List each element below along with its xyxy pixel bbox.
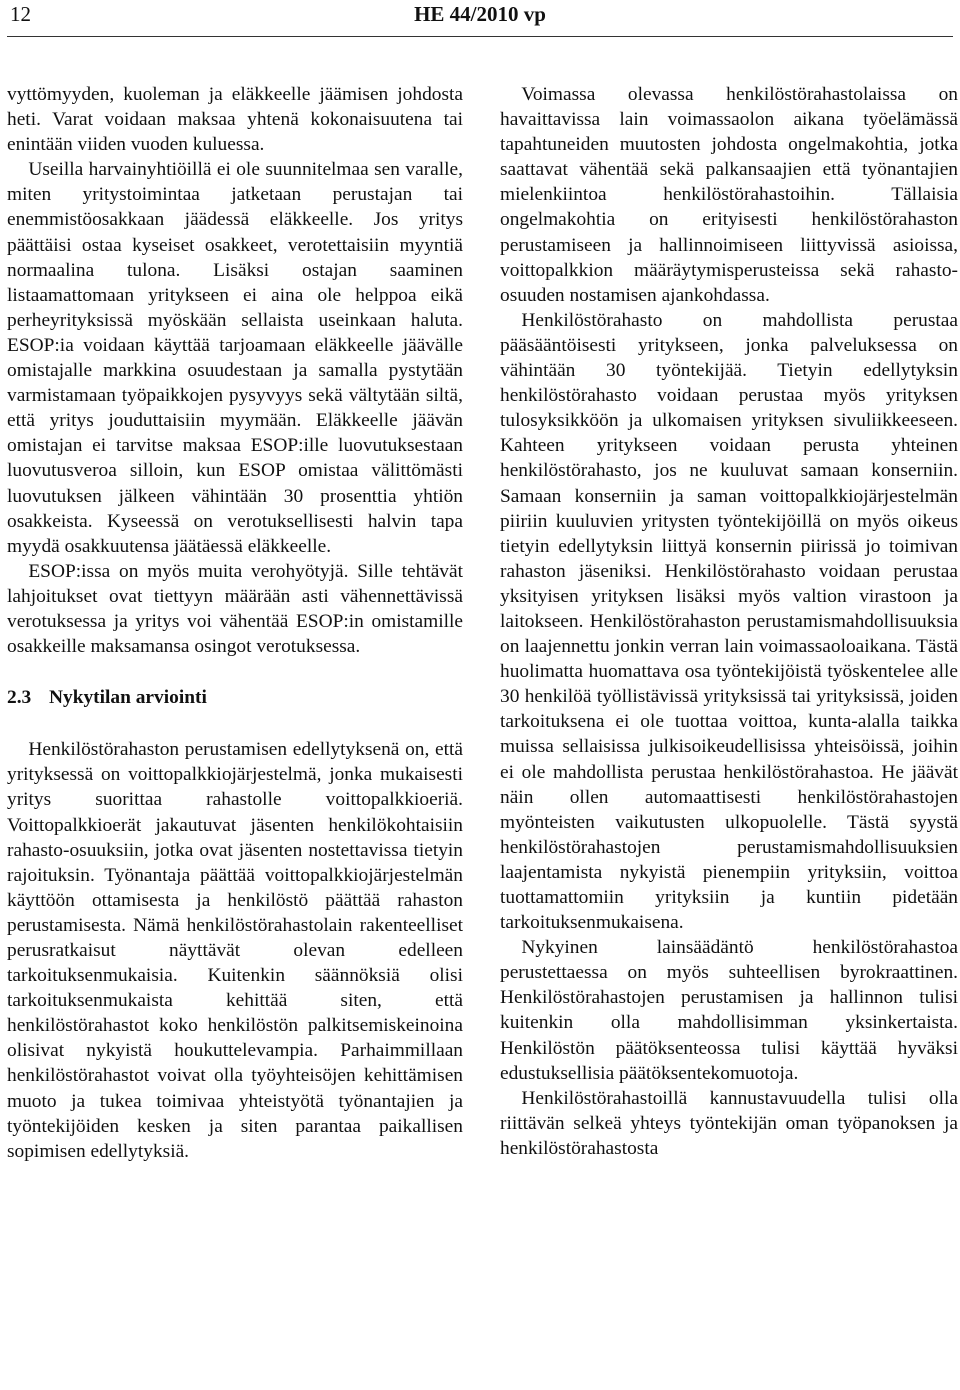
paragraph: Useilla harvainyhtiöillä ei ole suunnitelmaa sen varalle, miten yritystoimintaa jatketaan perustajan tai enemmistöosakkaan jäädessä eläkkeelle. Jos yritys päättäisi ostaa kyseiset osakkeet, verotettaisiin myyntiä normaalina tulona. Lisäksi ostajan saaminen listaamattomaan yritykseen ei aina ole helppoa eikä perheyrityksissä myöskään sellaista useinkaan haluta. ESOP:ia voidaan käyttää tarjoamaan eläkkeelle jäävälle omistajalle markkina osuudestaan ja samalla pystytään varmistamaan työpaikkojen pysyvyys sekä vältytään siltä, että yritys jouduttaisiin myymään. Eläkkeelle jäävän omistajan ei tarvitse maksaa ESOP:ille luovutuksestaan luovutusveroa silloin, kun ESOP omistaa välittömästi luovutuksen jälkeen vähintään 30 prosenttia yhtiön osakkeista. Kyseessä on verotuksellisesti halvin tapa myydä osakkuutensa jäätäessä eläkkeelle. [7, 159, 463, 557]
page-header [10, 2, 950, 32]
section-number: 2.3 [7, 687, 32, 709]
section-heading [7, 685, 463, 710]
page-number: 12 [10, 2, 31, 26]
right-column [500, 82, 958, 1161]
header-rule [7, 36, 953, 37]
section-title: Nykytilan arviointi [49, 687, 207, 709]
left-column [7, 82, 463, 1164]
paragraph: Henkilöstörahasto on mahdollista perustaa pääsääntöisesti yritykseen, jonka palveluksessa on vähintään 30 työntekijää. Tietyin edellytyksin henkilöstörahasto voidaan perustaa myös yrityksen tulosyksikköön ja ulkomaisen yrityksen sivuliikkeeseen. Kahteen yritykseen voidaan perusta yhteinen henkilöstörahasto, jos ne kuuluvat samaan konserniin. Samaan konserniin ja saman voittopalkkiojärjestelmän piiriin kuuluvien yritysten työntekijöillä on myös oikeus tietyin edellytyksin liittyä konsernin piirissä jo toimivan rahaston jäseniksi. Henkilöstörahasto voidaan perustaa yksityisen yrityksen lisäksi myös valtion virastoon ja laitokseen. Henkilöstörahaston perustamismahdollisuuksia on laajennettu jonkin verran lain voimassaoloaikana. Tästä huolimatta huomattava osa työntekijöistä työskentelee alle 30 henkilöä työllistävissä yrityksissä tai yrityksissä, joiden tarkoituksena ei ole tuottaa voittoa, kunta-alalla taikka muissa sellaisissa julkisoikeudellisissa yhteisöissä, joihin ei ole mahdollista perustaa henkilöstörahastoa. He jäävät näin ollen automaattisesti henkilöstörahastojen myönteisten vaikutusten ulkopuolelle. Tästä syystä henkilöstörahastojen perustamismahdollisuuksien laajentamista nykyistä pienempiin yrityksiin, voittoa tuottamattomiin yrityksiin ja kuntiin pidetään tarkoituksenmukaisena. [500, 309, 958, 934]
paragraph: ESOP:issa on myös muita verohyötyjä. Sille tehtävät lahjoitukset ovat tiettyyn määrään asti vähennettävissä verotuksessa ja yritys voi vähentää ESOP:in omistamille osakkeille maksamansa osingot verotuksessa. [7, 560, 463, 658]
paragraph: Nykyinen lainsäädäntö henkilöstörahastoa perustettaessa on myös suhteellisen byrokraattinen. Henkilöstörahastojen perustamisen ja hallinnon tulisi kuitenkin olla mahdollisimman yksinkertaista. Henkilöstön päätöksenteossa tulisi käyttää hyväksi edustuksellisia päätöksentekomuotoja. [500, 937, 958, 1084]
paragraph: Henkilöstörahastoillä kannustavuudella tulisi olla riittävän selkeä yhteys työntekijän oman työpanoksen ja henkilöstörahastosta [500, 1087, 958, 1159]
paragraph: Voimassa olevassa henkilöstörahastolaissa on havaittavissa lain voimassaolon aikana työelämässä tapahtuneiden muutosten johdosta ongelmakohtia, jotka saattavat vähentää sekä palkansaajien että työnantajien mielenkiintoa henkilöstörahastoihin. Tällaisia ongelmakohtia on erityisesti henkilöstörahaston perustamiseen ja hallinnoimiseen liittyvissä asioissa, voittopalkkion määräytymisperusteissa sekä rahasto-osuuden nostamisen ajankohdassa. [500, 84, 958, 306]
paragraph: Henkilöstörahaston perustamisen edellytyksenä on, että yrityksessä on voittopalkkiojärjestelmä, jonka mukaisesti yritys suorittaa rahastolle voittopalkkioeriä. Voittopalkkioerät jakautuvat jäsenten henkilökohtaisiin rahasto-osuuksiin, jotka ovat jäsenten nostettavissa tietyin rajoituksin. Työnantaja päättää voittopalkkiojärjestelmän käyttöön ottamisesta ja henkilöstö päättää rahaston perustamisesta. Nämä henkilöstörahastolain rakenteelliset perusratkaisut näyttävät olevan edelleen tarkoituksenmukaisia. Kuitenkin säännöksiä olisi tarkoituksenmukaista kehittää siten, että henkilöstörahastot koko henkilöstön palkitsemiskeinoina olisivat nykyistä houkuttelevampia. Parhaimmillaan henkilöstörahastot voivat olla työyhteisöjen kehittämisen muoto ja tukea toimivaa yhteistyötä työnantajien ja työntekijöiden kesken ja siten parantaa paikallisen sopimisen edellytyksiä. [7, 739, 463, 1162]
paragraph: vyttömyyden, kuoleman ja eläkkeelle jäämisen johdosta heti. Varat voidaan maksaa yhtenä kokonaisuutena tai enintään viiden vuoden kuluessa. [7, 84, 463, 156]
document-id: HE 44/2010 vp [414, 2, 546, 26]
